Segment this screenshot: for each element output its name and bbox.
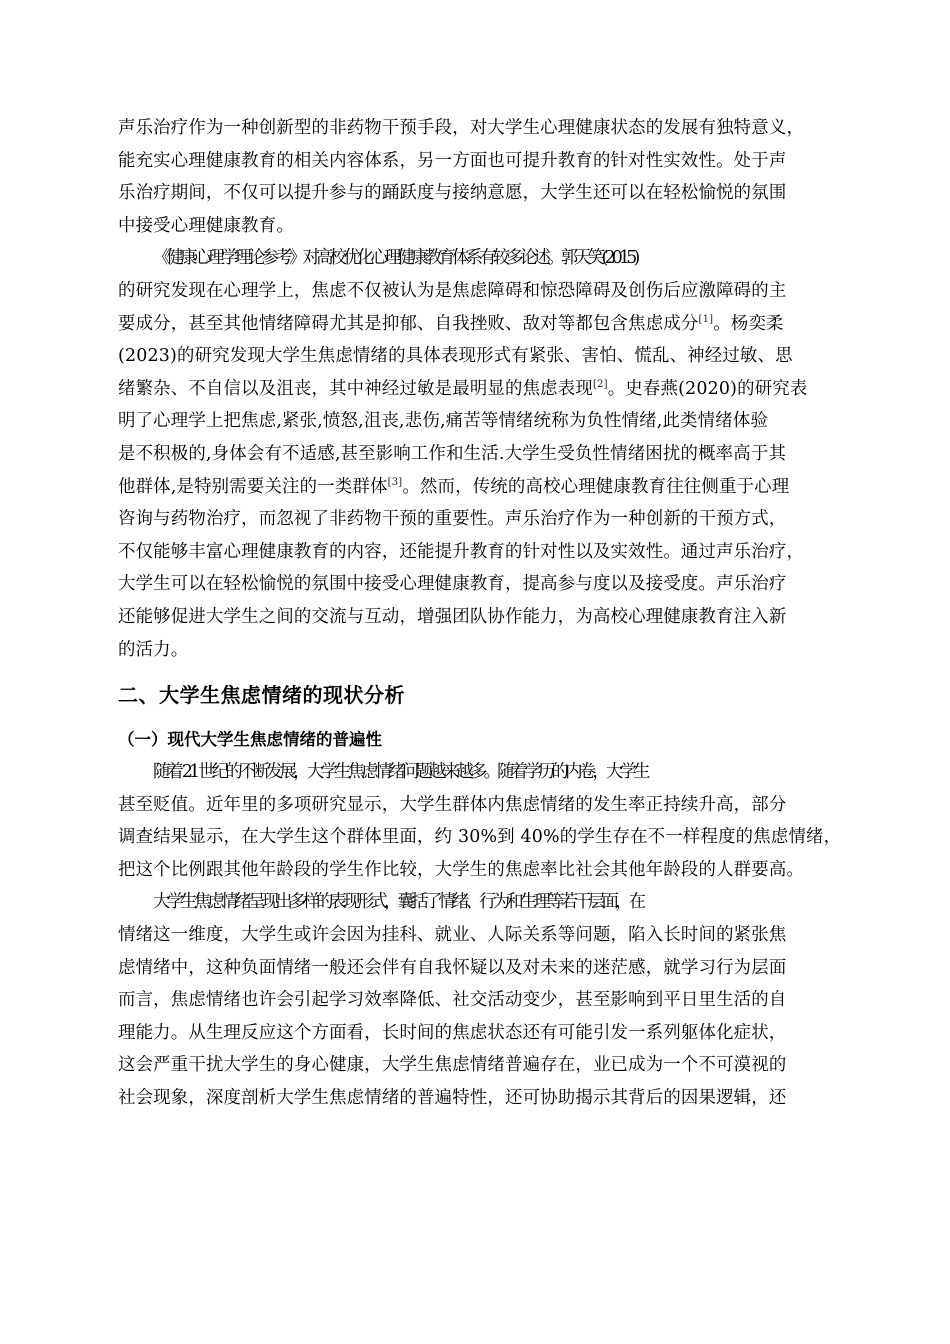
citation-ref-3[interactable]: [3] bbox=[387, 476, 403, 488]
text-line: 《健康心理学理论参考》对高校优化心理健康教育体系有较多论述。郭天笑(2015) bbox=[153, 248, 637, 269]
text-line: 是不积极的,身体会有不适感,甚至影响工作和生活.大学生受负性情绪困扰的概率高于其 bbox=[118, 443, 787, 464]
text-line: 声乐治疗作为一种创新型的非药物干预手段，对大学生心理健康状态的发展有独特意义， bbox=[118, 118, 805, 138]
text-segment: 绪繁杂、不自信以及沮丧，其中神经过敏是最明显的焦虑表现 bbox=[118, 378, 593, 399]
text-line: 不仅能够丰富心理健康教育的内容，还能提升教育的针对性以及实效性。通过声乐治疗， bbox=[118, 541, 805, 562]
text-line: 理能力。从生理反应这个方面看，长时间的焦虑状态还有可能引发一系列躯体化症状， bbox=[118, 1022, 787, 1043]
text-line bbox=[118, 471, 870, 504]
text-segment: 要成分，甚至其他情绪障碍尤其是抑郁、自我挫败、敌对等都包含焦虑成分 bbox=[118, 313, 699, 334]
text-line: 调查结果显示，在大学生这个群体里面，约 30%到 40%的学生存在不一样程度的焦虑情绪， bbox=[118, 827, 842, 848]
citation-ref-1[interactable]: [1] bbox=[698, 313, 714, 325]
text-line: 还能够促进大学生之间的交流与互动，增强团队协作能力，为高校心理健康教育注入新 bbox=[118, 606, 787, 627]
text-line: 咨询与药物治疗，而忽视了非药物干预的重要性。声乐治疗作为一种创新的干预方式， bbox=[118, 509, 787, 530]
text-line: 社会现象，深度剖析大学生焦虑情绪的普遍特性，还可协助揭示其背后的因果逻辑，还 bbox=[118, 1088, 787, 1109]
paragraph-1 bbox=[118, 112, 870, 242]
paragraph-3 bbox=[118, 756, 870, 886]
subsection-heading: （一）现代大学生焦虑情绪的普遍性 bbox=[118, 730, 382, 750]
text-segment: 他群体,是特别需要关注的一类群体 bbox=[118, 476, 388, 497]
text-line: 情绪这一维度，大学生或许会因为挂科、就业、人际关系等问题，陷入长时间的紧张焦 bbox=[118, 925, 787, 946]
text-line: 随着 21 世纪的不断发展，大学生焦虑情绪问题越来越多。随着学历的内卷，大学生 bbox=[153, 762, 647, 783]
document-page bbox=[118, 112, 870, 1115]
text-line: 大学生焦虑情绪呈现出多样的表现形式，囊括了情绪、行为和生理等若干层面，在 bbox=[153, 892, 643, 913]
text-line: 虑情绪中，这种负面情绪一般还会伴有自我怀疑以及对未来的迷茫感，就学习行为层面 bbox=[118, 957, 787, 978]
text-line: 这会严重干扰大学生的身心健康，大学生焦虑情绪普遍存在，业已成为一个不可漠视的 bbox=[118, 1055, 787, 1076]
text-line: 甚至贬值。近年里的多项研究显示，大学生群体内焦虑情绪的发生率正持续升高，部分 bbox=[118, 794, 787, 815]
text-segment: 。杨奕柔 bbox=[713, 313, 784, 334]
paragraph-4 bbox=[118, 886, 870, 1114]
section-heading: 二、大学生焦虑情绪的现状分析 bbox=[118, 683, 405, 708]
text-line: 大学生可以在轻松愉悦的氛围中接受心理健康教育，提高参与度以及接受度。声乐治疗 bbox=[118, 574, 787, 595]
paragraph-2 bbox=[118, 242, 870, 666]
text-line: 的研究发现在心理学上，焦虑不仅被认为是焦虑障碍和惊恐障碍及创伤后应激障碍的主 bbox=[118, 280, 787, 301]
text-line: 明了心理学上把焦虑,紧张,愤怒,沮丧,悲伤,痛苦等情绪统称为负性情绪,此类情绪体验 bbox=[118, 411, 769, 432]
text-line: 把这个比例跟其他年龄段的学生作比较，大学生的焦虑率比社会其他年龄段的人群要高。 bbox=[118, 859, 805, 880]
text-segment: 。然而，传统的高校心理健康教育往往侧重于心理 bbox=[402, 476, 790, 497]
text-line: 能充实心理健康教育的相关内容体系，另一方面也可提升教育的针对性实效性。处于声 bbox=[118, 150, 787, 171]
citation-ref-2[interactable]: [2] bbox=[592, 378, 608, 390]
text-line: 的活力。 bbox=[118, 639, 189, 660]
text-line bbox=[118, 373, 870, 406]
text-line: (2023)的研究发现大学生焦虑情绪的具体表现形式有紧张、害怕、慌乱、神经过敏、思 bbox=[118, 346, 793, 367]
text-segment: 。史春燕(2020)的研究表 bbox=[607, 378, 808, 399]
text-line bbox=[118, 308, 870, 341]
text-line: 中接受心理健康教育。 bbox=[118, 215, 294, 236]
text-line: 乐治疗期间，不仅可以提升参与的踊跃度与接纳意愿，大学生还可以在轻松愉悦的氛围 bbox=[118, 183, 787, 204]
text-line: 而言，焦虑情绪也许会引起学习效率降低、社交活动变少，甚至影响到平日里生活的自 bbox=[118, 990, 787, 1011]
